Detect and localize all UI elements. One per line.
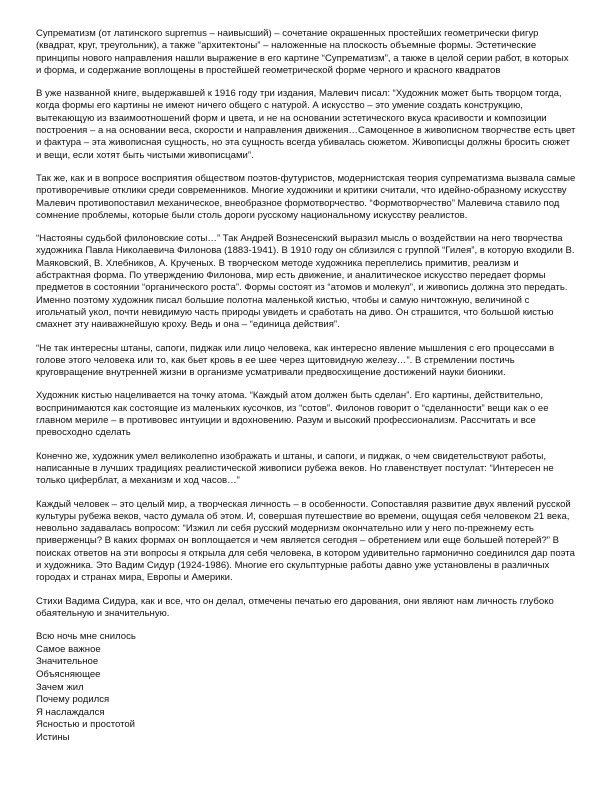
poem-line: Зачем жил — [36, 681, 84, 693]
poem — [36, 631, 576, 744]
poem-line: Значительное — [36, 656, 99, 668]
poem-line: Почему родился — [36, 694, 110, 706]
poem-line: Я наслаждался — [36, 706, 105, 718]
poem-line: Всю ночь мне снилось — [36, 631, 136, 643]
poem-line: Ясностью и простотой — [36, 719, 136, 731]
paragraph-suprematism-definition: Супрематизм (от латинского supremus – наивысший) – сочетание окрашенных простейших геометрически фигур (квадрат, круг, треугольник), а также “архитектоны” – наложенные на плоскость объемные формы. Эстетические принципы нового направления нашли выражение в его картине “Супрематизм”, а также в целой серии работ, в которых и форма, и содержание воплощены в простейшей геометрической форме черного и красного квадратов — [36, 28, 569, 76]
poem-line: Объясняющее — [36, 668, 101, 680]
paragraph-sidur-poems: Стихи Вадима Сидура, как и все, что он делал, отмечены печатью его дарования, они являют нам личность глубоко обаятельную и значительную. — [36, 595, 554, 619]
paragraph-malevich-quote: В уже названной книге, выдержавшей к 1916 году три издания, Малевич писал: “Художник может быть творцом тогда, когда формы его картины не имеют ничего общего с натурой. А искусство – это умение создать конструкцию, вытекающую из взаимоотношений форм и цвета, и не на основании эстетического вкуса красивости и композиции построения – а на основании веса, скорости и направления движения…Самоценное в живописном творчестве есть цвет и фактура – эта живописная сущность, но эта сущность всегда убивалась сюжетом. Живописцы должны бросить сюжет и вещи, если хотят быть чистыми живописцами”. — [36, 88, 576, 161]
paragraph-realism: Конечно же, художник умел великолепно изображать и штаны, и сапоги, и пиджак, о чем свидетельствуют работы, написанные в лучших традициях реалистической живописи рубежа веков. Но главенствует постулат: “Интересен не только циферблат, а механизм и ход часов…” — [36, 450, 554, 487]
document-page — [36, 28, 576, 745]
paragraph-reception: Так же, как и в вопросе восприятия обществом поэтов-футуристов, модернистская теория супрематизма вызвала самые противоречивые отклики среди современников. Многие художники и критики считали, что идейно-образному искусству Малевич противопоставил механическое, внеобразное формотворчество. “Формотворчество” Малевича ставило под сомнение проблемы, которые были столь дороги русскому национальному искусству реалистов. — [36, 172, 576, 221]
paragraph-sidur-intro: Каждый человек – это целый мир, а творческая личность – в особенности. Сопоставляя развитие двух явлений русской культуры рубежа веков, часто думала об этом. И, совершая путешествие во времени, ощущая себя человеком 21 века, невольно задавалась вопросом: “Изжил ли себя русский модернизм окончательно или у него по-прежнему есть приверженцы? В каких формах он воплощается и чем является сегодня – обретением или еще большей потерей?” В поисках ответов на эти вопросы я открыла для себя человека, в котором удивительно гармонично соединился дар поэта и художника. Это Вадим Сидур (1924-1986). Многие его скульптурные работы давно уже установлены в различных городах и странах мира, Европы и Америки. — [36, 498, 575, 584]
paragraph-filonov-intro: “Настояны судьбой филоновские соты…” Так Андрей Вознесенский выразил мысль о воздействии на него творчества художника Павла Николаевича Филонова (1883-1941). В 1910 году он сблизился с группой “Гилея”, в которую входили В. Маяковский, В. Хлебников, А. Крученых. В творческом методе художника переплелись примитив, реализм и абстрактная форма. По утверждению Филонова, мир есть движение, и аналитическое искусство передает формы предметов в состоянии “органического роста”. Формы состоят из “атомов и молекул”, и живопись должна это передать. Именно поэтому художник писал большие полотна маленькой кистью, чтобы и самую ничтожную, величиной с игольчатый укол, почти невидимую часть природы увидеть и сработать на диво. Он страшится, что большой кистью смахнет эту наиважнейшую кроху. Ведь и она – “единица действия”. — [36, 233, 575, 331]
poem-line: Самое важное — [36, 643, 101, 655]
paragraph-filonov-quote: “Не так интересны штаны, сапоги, пиджак или лицо человека, как интересно явление мышления с его процессами в голове этого человека или то, как бьет кровь в ее шее через щитовидную железу…”. В стремлении постичь круговращение внутренней жизни в организме усматривали предвосхищение достижений науки бионики. — [36, 342, 555, 379]
poem-line: Истины — [36, 731, 70, 743]
paragraph-atom: Художник кистью нацеливается на точку атома. “Каждый атом должен быть сделан”. Его картины, действительно, воспринимаются как состоящие из маленьких кусочков, из “сотов”. Филонов говорит о “сделанности” вещи как о ее главном мериле – в противовес интуиции и вдохновению. Разум и высокий профессионализм. Рассчитать и все превосходно сделать — [36, 390, 549, 439]
